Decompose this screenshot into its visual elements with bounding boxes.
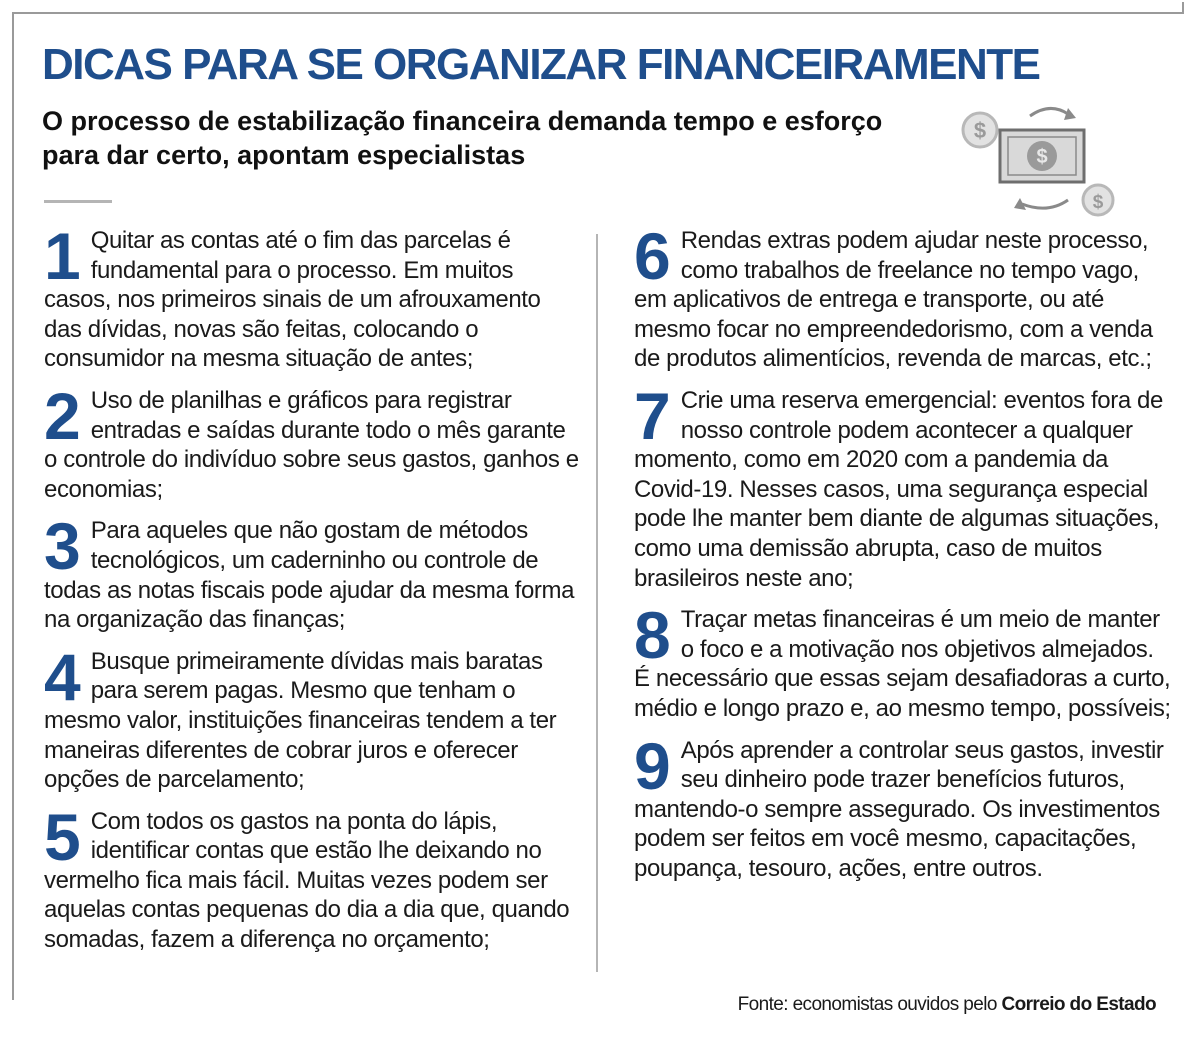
frame-left-border (12, 12, 14, 1000)
tip-item (44, 639, 579, 795)
tip-number: 3 (44, 509, 81, 584)
tip-number: 5 (44, 799, 81, 874)
tips-column-left (44, 219, 579, 967)
source-prefix: Fonte: economistas ouvidos pelo (737, 994, 997, 1015)
tip-item (44, 378, 579, 504)
subtitle-divider (44, 200, 112, 203)
tip-number: 9 (634, 728, 671, 803)
tip-item (634, 378, 1174, 593)
tip-item (44, 799, 579, 955)
tip-text: Busque primeiramente dívidas mais baratas para serem pagas. Mesmo que tenham o mesmo valor, instituições financeiras tendem a ter maneiras diferentes de cobrar juros e oferecer opções de parcelamento; (44, 647, 557, 794)
svg-text:$: $ (973, 118, 987, 143)
tip-number: 1 (44, 219, 81, 293)
page-title: DICAS PARA SE ORGANIZAR FINANCEIRAMENTE (42, 40, 1040, 89)
money-exchange-icon (958, 100, 1118, 220)
svg-text:$: $ (1036, 146, 1048, 168)
tip-item (44, 509, 579, 634)
tip-text: Crie uma reserva emergencial: eventos fora de nosso controle podem acontecer a qualquer momento, como em 2020 com a pandemia da Covid-19. Nesses casos, uma segurança especial pode lhe manter bem diante de algumas situações, como uma demissão abrupta, caso de muitos brasileiros neste ano; (634, 386, 1163, 592)
tip-item (634, 728, 1174, 884)
tip-item (634, 219, 1174, 374)
source-outlet: Correio do Estado (1001, 994, 1156, 1015)
tip-text: Para aqueles que não gostam de métodos tecnológicos, um caderninho ou controle de todas as notas fiscais pode ajudar da mesma forma na organização das finanças; (44, 517, 575, 634)
tips-column-right (634, 219, 1174, 895)
tip-item (44, 219, 579, 374)
tip-item (634, 598, 1174, 723)
tip-text: Com todos os gastos na ponta do lápis, identificar contas que estão lhe deixando no vermelho fica mais fácil. Muitas vezes podem ser aquelas contas pequenas do dia a dia que, quando somadas, fazem a diferença no orçamento; (44, 807, 570, 954)
page-subtitle: O processo de estabilização financeira demanda tempo e esforço para dar certo, apontam especialistas (42, 106, 883, 170)
tip-number: 6 (634, 219, 671, 293)
tip-number: 2 (44, 378, 81, 453)
column-divider (596, 234, 598, 972)
tip-text: Uso de planilhas e gráficos para registrar entradas e saídas durante todo o mês garante o controle do indivíduo sobre seus gastos, ganhos e economias; (44, 386, 579, 503)
frame-corner-tick (1182, 2, 1184, 12)
tip-text: Após aprender a controlar seus gastos, investir seu dinheiro pode trazer benefícios futuros, mantendo-o sempre assegurado. Os investimentos podem ser feitos em você mesmo, capacitações, poupança, tesouro, ações, entre outros. (634, 736, 1164, 882)
frame-top-border (12, 12, 1184, 14)
tip-text: Rendas extras podem ajudar neste processo, como trabalhos de freelance no tempo vago, em aplicativos de entrega e transporte, ou até mesmo focar no empreendedorismo, com a venda de produtos alimentícios, revenda de marcas, etc.; (634, 227, 1153, 373)
tip-number: 7 (634, 378, 671, 453)
tip-number: 4 (44, 639, 81, 714)
svg-text:$: $ (1092, 192, 1104, 213)
source-credit (738, 994, 1156, 1016)
tip-text: Quitar as contas até o fim das parcelas é fundamental para o processo. Em muitos casos, nos primeiros sinais de um afrouxamento das dívidas, novas são feitas, colocando o consumidor na mesma situação de antes; (44, 227, 541, 373)
tip-number: 8 (634, 598, 671, 673)
tip-text: Traçar metas financeiras é um meio de manter o foco e a motivação nos objetivos almejados. É necessário que essas sejam desafiadoras a curto, médio e longo prazo e, ao mesmo tempo, possíveis; (634, 606, 1171, 722)
